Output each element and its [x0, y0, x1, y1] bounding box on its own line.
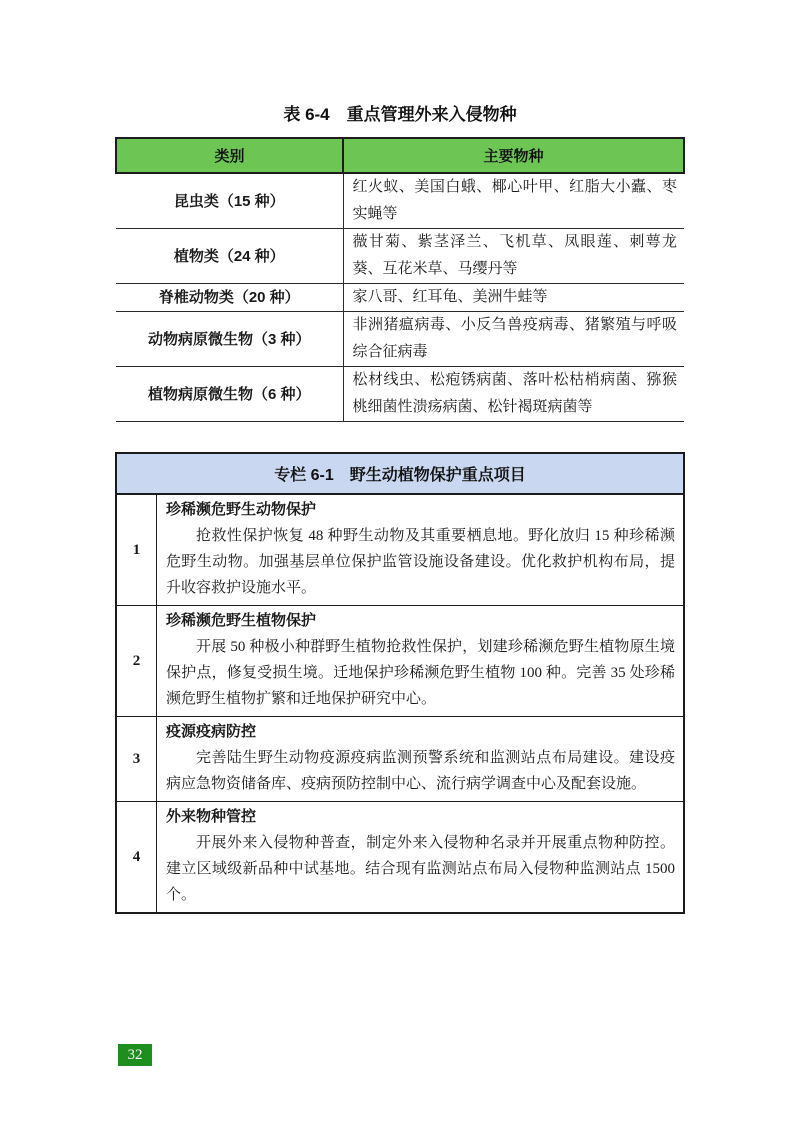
panel-item-content: [157, 717, 683, 801]
panel-item-heading: 外来物种管控: [166, 808, 257, 825]
table-row: [116, 229, 684, 284]
species-cell: 薇甘菊、紫茎泽兰、飞机草、凤眼莲、刺萼龙葵、互花米草、马缨丹等: [343, 229, 684, 284]
table-row: [116, 284, 684, 312]
panel-item-body: 开展外来入侵物种普查，制定外来入侵物种名录并开展重点物种防控。建立区域级新品种中试基地。结合现有监测站点布局入侵物种监测站点 1500 个。: [166, 835, 675, 903]
header-cell-category: 类别: [116, 138, 343, 173]
category-cell: 植物病原微生物（6 种）: [116, 367, 343, 422]
species-cell: 家八哥、红耳龟、美洲牛蛙等: [343, 284, 684, 312]
species-cell: 红火蚁、美国白蛾、椰心叶甲、红脂大小蠹、枣实蝇等: [343, 173, 684, 229]
panel-item-heading: 珍稀濒危野生植物保护: [166, 612, 317, 629]
panel-item-content: [157, 802, 683, 912]
panel-item-number: 4: [117, 802, 157, 912]
panel-item-number: 1: [117, 495, 157, 605]
category-cell: 昆虫类（15 种）: [116, 173, 343, 229]
category-cell: 植物类（24 种）: [116, 229, 343, 284]
panel-item-content: [157, 495, 683, 605]
category-cell: 脊椎动物类（20 种）: [116, 284, 343, 312]
invasive-species-table: [115, 137, 685, 422]
table-row: [116, 173, 684, 229]
panel-item-content: [157, 606, 683, 716]
species-cell: 非洲猪瘟病毒、小反刍兽疫病毒、猪繁殖与呼吸综合征病毒: [343, 312, 684, 367]
header-cell-species: 主要物种: [343, 138, 684, 173]
page-content: [115, 0, 685, 914]
table-row: [116, 312, 684, 367]
panel-item-number: 3: [117, 717, 157, 801]
page-number-badge: 32: [118, 1044, 152, 1066]
panel-item: [117, 606, 683, 717]
table-title: 表 6-4 重点管理外来入侵物种: [283, 105, 517, 124]
species-cell: 松材线虫、松疱锈病菌、落叶松枯梢病菌、猕猴桃细菌性溃疡病菌、松针褐斑病菌等: [343, 367, 684, 422]
panel-item-number: 2: [117, 606, 157, 716]
panel-title: 专栏 6-1 野生动植物保护重点项目: [117, 454, 683, 495]
table-header-row: [116, 138, 684, 173]
panel-item-body: 抢救性保护恢复 48 种野生动物及其重要栖息地。野化放归 15 种珍稀濒危野生动物。加强基层单位保护监管设施设备建设。优化救护机构布局，提升收容救护设施水平。: [166, 528, 675, 596]
panel-item: [117, 495, 683, 606]
panel-item-heading: 疫源疫病防控: [166, 723, 257, 740]
key-projects-panel: [115, 452, 685, 914]
panel-item-body: 完善陆生野生动物疫源疫病监测预警系统和监测站点布局建设。建设疫病应急物资储备库、疫病预防控制中心、流行病学调查中心及配套设施。: [166, 750, 675, 792]
panel-item: [117, 717, 683, 802]
panel-item-heading: 珍稀濒危野生动物保护: [166, 501, 317, 518]
category-cell: 动物病原微生物（3 种）: [116, 312, 343, 367]
panel-item-body: 开展 50 种极小种群野生植物抢救性保护，划建珍稀濒危野生植物原生境保护点，修复受损生境。迁地保护珍稀濒危野生植物 100 种。完善 35 处珍稀濒危野生植物扩繁和迁地保护研究中心。: [166, 639, 675, 707]
table-row: [116, 367, 684, 422]
panel-item: [117, 802, 683, 912]
